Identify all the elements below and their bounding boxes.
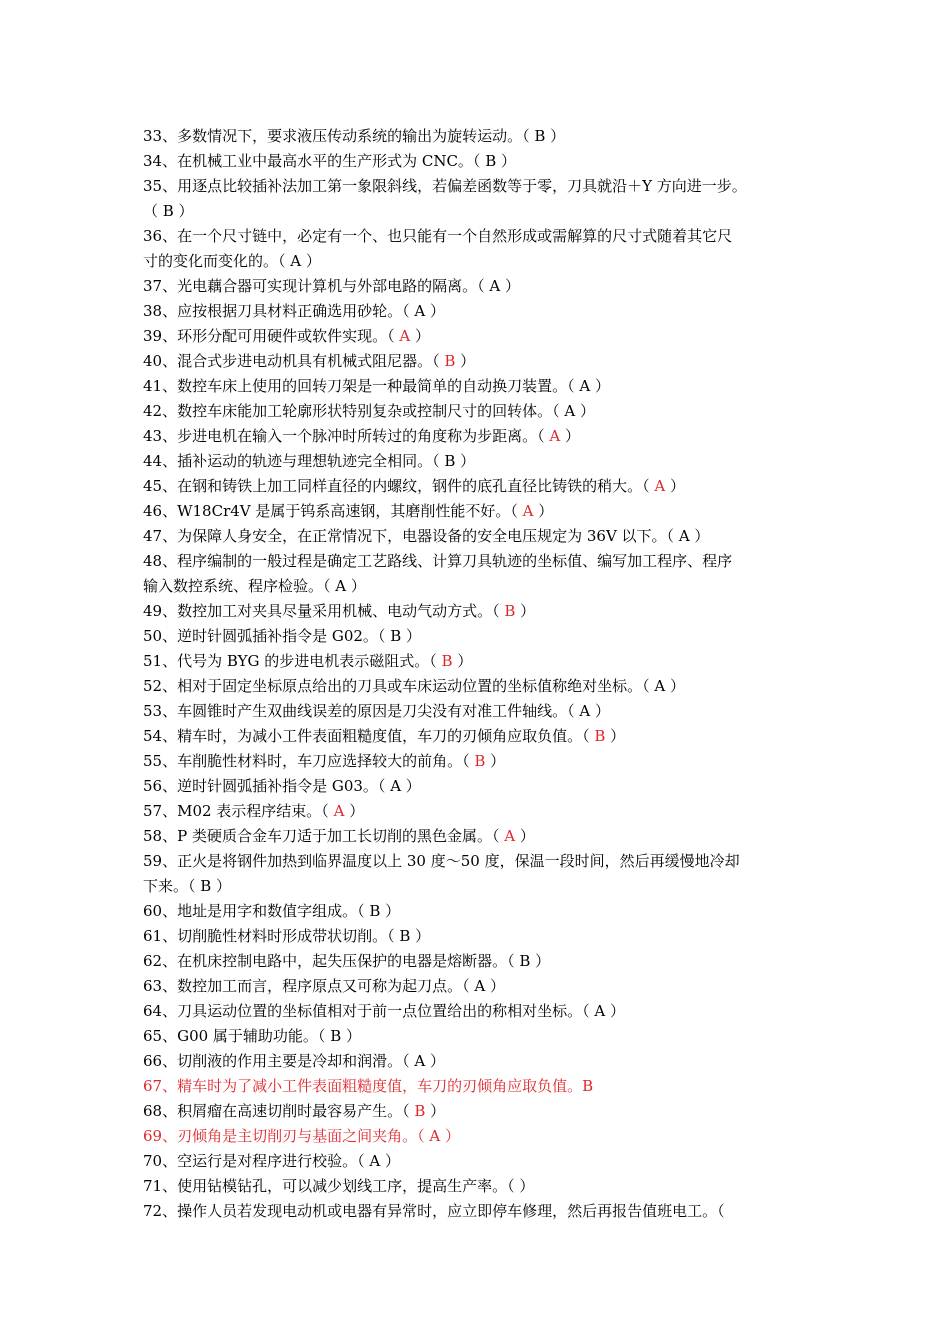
text-segment: 72、操作人员若发现电动机或电器有异常时，应立即停车修理，然后再报告值班电工。（ — [143, 1202, 725, 1220]
text-line — [143, 249, 823, 274]
text-line — [143, 224, 823, 249]
highlighted-text: 69、刃倾角是主切削刃与基面之间夹角。（ A ） — [143, 1127, 460, 1145]
highlighted-text: A — [333, 802, 345, 820]
text-line — [143, 874, 823, 899]
text-segment: 36、在一个尺寸链中，必定有一个、也只能有一个自然形成或需解算的尺寸式随着其它尺 — [143, 227, 733, 245]
highlighted-text: A — [522, 502, 534, 520]
text-segment: ） — [410, 327, 430, 345]
text-line — [143, 674, 823, 699]
text-segment: 下来。（ B ） — [143, 877, 232, 895]
text-segment: 37、光电藕合器可实现计算机与外部电路的隔离。（ A ） — [143, 277, 520, 295]
text-segment: 68、积屑瘤在高速切削时最容易产生。（ — [143, 1102, 415, 1120]
text-segment: 38、应按根据刀具材料正确选用砂轮。（ A ） — [143, 302, 445, 320]
text-line — [143, 1174, 823, 1199]
text-line — [143, 949, 823, 974]
text-segment: ） — [515, 827, 535, 845]
text-line — [143, 499, 823, 524]
text-segment: ） — [665, 477, 685, 495]
text-line — [143, 274, 823, 299]
text-line — [143, 549, 823, 574]
text-line — [143, 374, 823, 399]
text-segment: ） — [515, 602, 536, 620]
text-line — [143, 449, 823, 474]
text-segment: 62、在机床控制电路中，起失压保护的电器是熔断器。（ B ） — [143, 952, 551, 970]
text-line — [143, 474, 823, 499]
text-segment: 52、相对于固定坐标原点给出的刀具或车床运动位置的坐标值称绝对坐标。（ A ） — [143, 677, 685, 695]
text-line — [143, 149, 823, 174]
text-line — [143, 1049, 823, 1074]
text-segment: 63、数控加工而言，程序原点又可称为起刀点。（ A ） — [143, 977, 505, 995]
text-line — [143, 599, 823, 624]
text-segment: （ B ） — [143, 202, 194, 220]
text-line — [143, 424, 823, 449]
highlighted-text: A — [654, 477, 666, 495]
text-segment: 59、正火是将钢件加热到临界温度以上 30 度～50 度，保温一段时间，然后再缓慢地冷却 — [143, 852, 740, 870]
text-line — [143, 824, 823, 849]
text-segment: 57、M02 表示程序结束。（ — [143, 802, 334, 820]
text-segment: 58、P 类硬质合金车刀适于加工长切削的黑色金属。（ — [143, 827, 505, 845]
text-segment: 寸的变化而变化的。（ A ） — [143, 252, 321, 270]
text-line — [143, 324, 823, 349]
highlighted-text: B — [474, 752, 486, 770]
text-segment: 42、数控车床能加工轮廓形状特别复杂或控制尺寸的回转体。（ A ） — [143, 402, 595, 420]
text-segment: 56、逆时针圆弧插补指令是 G03。（ A ） — [143, 777, 421, 795]
text-segment: ） — [425, 1102, 446, 1120]
highlighted-text: B — [504, 602, 516, 620]
text-segment: ） — [485, 752, 506, 770]
text-segment: 46、W18Cr4V 是属于钨系高速钢，其磨削性能不好。（ — [143, 502, 523, 520]
text-line — [143, 399, 823, 424]
text-line — [143, 524, 823, 549]
text-segment: 输入数控系统、程序检验。（ A ） — [143, 577, 366, 595]
text-line — [143, 1199, 823, 1224]
text-line — [143, 699, 823, 724]
text-segment: 70、空运行是对程序进行校验。（ A ） — [143, 1152, 400, 1170]
text-line — [143, 299, 823, 324]
text-segment: 34、在机械工业中最高水平的生产形式为 CNC。（ B ） — [143, 152, 516, 170]
highlighted-text: A — [504, 827, 516, 845]
text-segment: 61、切削脆性材料时形成带状切削。（ B ） — [143, 927, 431, 945]
highlighted-text: B — [594, 727, 606, 745]
text-line — [143, 1074, 823, 1099]
text-segment: 50、逆时针圆弧插补指令是 G02。（ B ） — [143, 627, 421, 645]
text-segment: 33、多数情况下，要求液压传动系统的输出为旋转运动。（ B ） — [143, 127, 566, 145]
text-segment: 44、插补运动的轨迹与理想轨迹完全相同。（ B ） — [143, 452, 476, 470]
text-segment: ） — [533, 502, 554, 520]
text-segment: 48、程序编制的一般过程是确定工艺路线、计算刀具轨迹的坐标值、编写加工程序、程序 — [143, 552, 733, 570]
text-segment: 64、刀具运动位置的坐标值相对于前一点位置给出的称相对坐标。（ A ） — [143, 1002, 625, 1020]
text-line — [143, 649, 823, 674]
text-line — [143, 774, 823, 799]
text-line — [143, 1124, 823, 1149]
text-line — [143, 574, 823, 599]
highlighted-text: 67、精车时为了减小工件表面粗糙度值，车刀的刃倾角应取负值。B — [143, 1077, 594, 1095]
text-segment: 51、代号为 BYG 的步进电机表示磁阻式。（ — [143, 652, 442, 670]
highlighted-text: B — [414, 1102, 426, 1120]
text-segment: 40、混合式步进电动机具有机械式阻尼器。（ — [143, 352, 445, 370]
text-segment: 55、车削脆性材料时，车刀应选择较大的前角。（ — [143, 752, 475, 770]
text-line — [143, 124, 823, 149]
text-segment: ） — [344, 802, 365, 820]
text-line — [143, 799, 823, 824]
text-segment: ） — [605, 727, 626, 745]
text-segment: 35、用逐点比较插补法加工第一象限斜线，若偏差函数等于零，刀具就沿＋Y 方向进一步。 — [143, 177, 747, 195]
text-line — [143, 724, 823, 749]
text-segment: 60、地址是用字和数值字组成。（ B ） — [143, 902, 401, 920]
text-line — [143, 1149, 823, 1174]
text-line — [143, 1099, 823, 1124]
text-line — [143, 924, 823, 949]
text-segment: 71、使用钻模钻孔，可以减少划线工序，提高生产率。（ ） — [143, 1177, 535, 1195]
text-line — [143, 849, 823, 874]
text-line — [143, 749, 823, 774]
text-segment: 41、数控车床上使用的回转刀架是一种最简单的自动换刀装置。（ A ） — [143, 377, 610, 395]
text-segment: 39、环形分配可用硬件或软件实现。（ — [143, 327, 400, 345]
text-line — [143, 199, 823, 224]
text-segment: 49、数控加工对夹具尽量采用机械、电动气动方式。（ — [143, 602, 505, 620]
text-segment: 47、为保障人身安全，在正常情况下，电器设备的安全电压规定为 36V 以下。（ A ） — [143, 527, 710, 545]
text-segment: 43、步进电机在输入一个脉冲时所转过的角度称为步距离。（ — [143, 427, 550, 445]
text-line — [143, 624, 823, 649]
text-segment: 45、在钢和铸铁上加工同样直径的内螺纹，钢件的底孔直径比铸铁的稍大。（ — [143, 477, 655, 495]
text-segment: 54、精车时，为减小工件表面粗糙度值，车刀的刃倾角应取负值。（ — [143, 727, 595, 745]
text-line — [143, 174, 823, 199]
text-line — [143, 999, 823, 1024]
text-segment: 65、G00 属于辅助功能。（ B ） — [143, 1027, 361, 1045]
text-segment: ） — [560, 427, 580, 445]
highlighted-text: B — [444, 352, 456, 370]
text-segment: 53、车圆锥时产生双曲线误差的原因是刀尖没有对准工件轴线。（ A ） — [143, 702, 610, 720]
text-line — [143, 349, 823, 374]
text-line — [143, 899, 823, 924]
highlighted-text: B — [441, 652, 453, 670]
text-segment: ） — [455, 352, 476, 370]
highlighted-text: A — [399, 327, 411, 345]
highlighted-text: A — [549, 427, 561, 445]
text-line — [143, 974, 823, 999]
text-segment: ） — [452, 652, 473, 670]
text-line — [143, 1024, 823, 1049]
document-body — [143, 124, 823, 1224]
text-segment: 66、切削液的作用主要是冷却和润滑。（ A ） — [143, 1052, 445, 1070]
